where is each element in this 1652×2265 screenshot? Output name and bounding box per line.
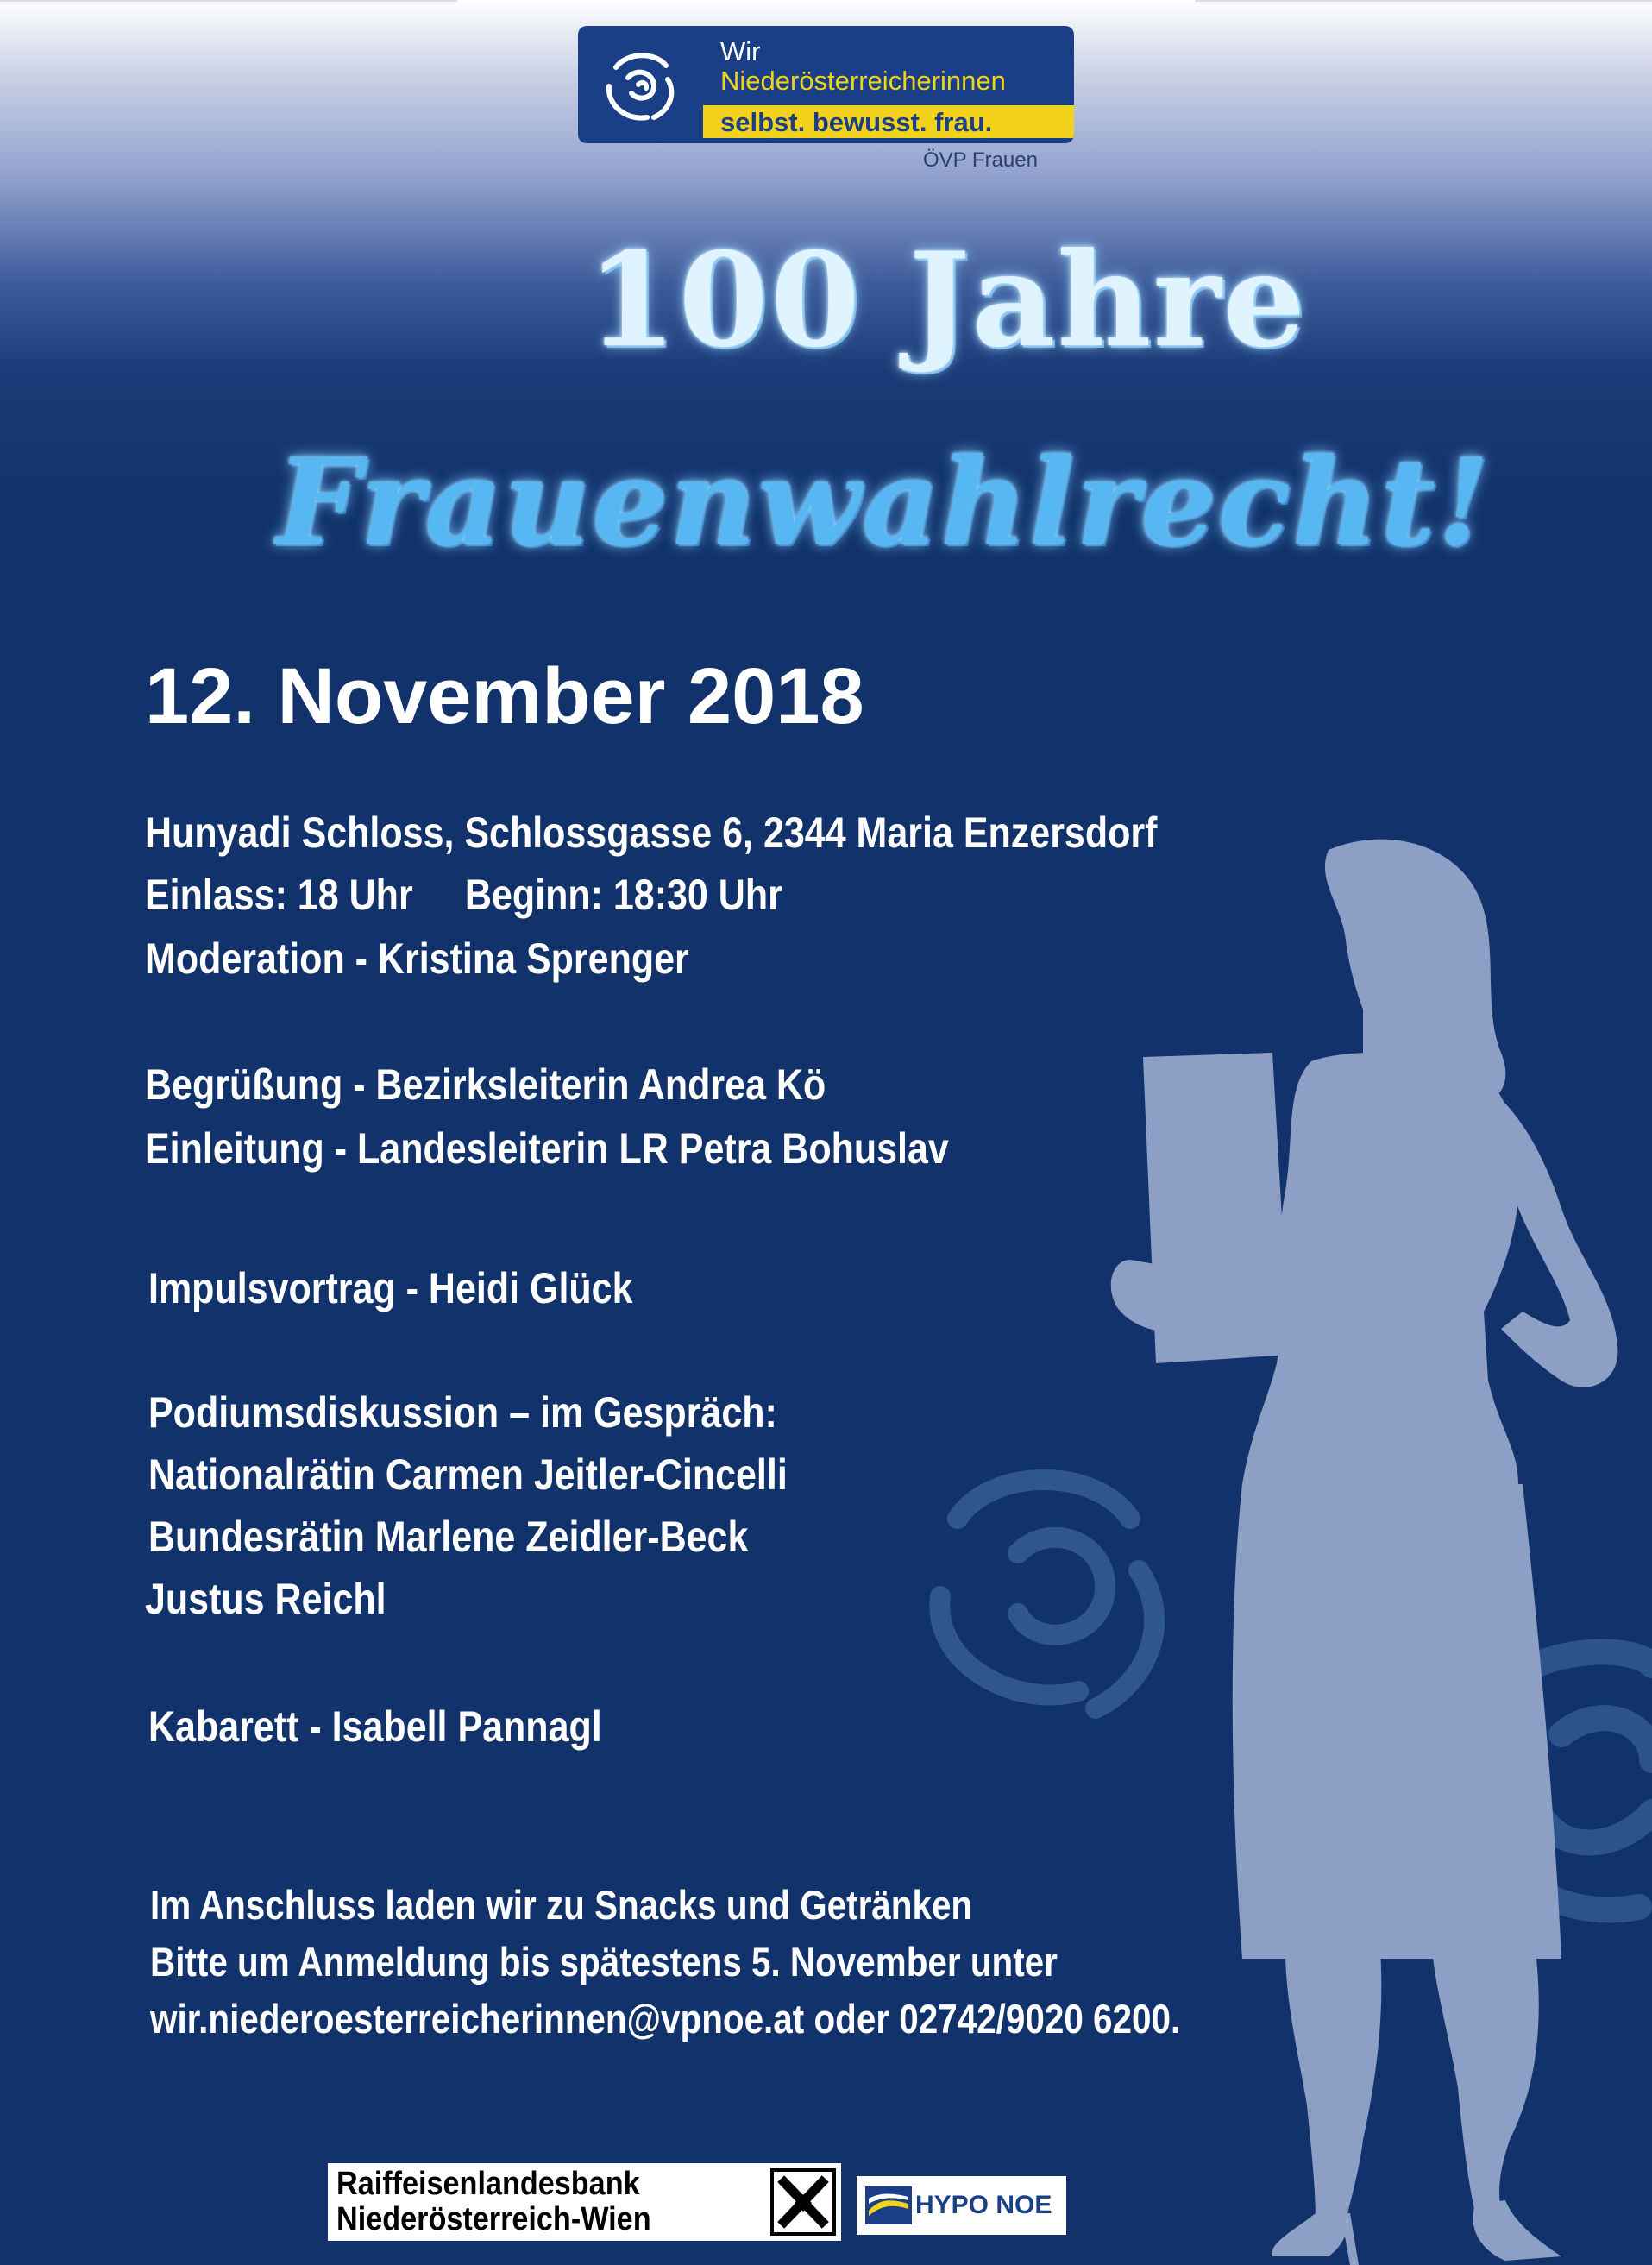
logo-niederoesterreicherinnen: Niederösterreicherinnen <box>720 66 1006 96</box>
top-border-left <box>0 0 457 2</box>
sponsor-hypo-name: HYPO NOE <box>915 2191 1052 2219</box>
sponsor-hypo-noe <box>857 2176 1066 2235</box>
logo-badge <box>578 26 1074 143</box>
event-times <box>145 870 782 920</box>
raiffeisen-gable-cross-icon <box>770 2168 836 2236</box>
event-moderation: Moderation - Kristina Sprenger <box>145 934 689 983</box>
closing-line-1: Im Anschluss laden wir zu Snacks und Getränken <box>150 1882 973 1928</box>
program-panelist: Nationalrätin Carmen Jeitler-Cincelli <box>148 1450 788 1499</box>
event-start: Beginn: 18:30 Uhr <box>464 871 782 919</box>
party-name: ÖVP Frauen <box>923 148 1038 172</box>
title-100-jahre: 100 Jahre <box>587 224 1308 376</box>
closing-line-2: Bitte um Anmeldung bis spätestens 5. November unter <box>150 1939 1058 1985</box>
event-venue: Hunyadi Schloss, Schlossgasse 6, 2344 Maria Enzersdorf <box>145 808 1158 857</box>
woman-silhouette-icon <box>880 828 1639 2265</box>
program-panelist: Justus Reichl <box>145 1575 386 1623</box>
program-introduction: Einleitung - Landesleiterin LR Petra Bohuslav <box>145 1124 949 1173</box>
sponsor-raiffeisen-name <box>336 2167 651 2237</box>
title-frauenwahlrecht: Frauenwahlrecht! <box>276 431 1492 572</box>
sponsor-raiffeisen-line-1: Raiffeisenlandesbank <box>336 2166 640 2202</box>
event-date: 12. November 2018 <box>145 652 864 740</box>
logo-wir: Wir <box>720 36 761 66</box>
sponsor-raiffeisen <box>328 2163 841 2241</box>
logo-slogan: selbst. bewusst. frau. <box>720 107 993 137</box>
program-greeting: Begrüßung - Bezirksleiterin Andrea Kö <box>145 1060 826 1109</box>
program-panelist: Bundesrätin Marlene Zeidler-Beck <box>148 1513 749 1561</box>
closing-line-3: wir.niederoesterreicherinnen@vpnoe.at oder 02742/9020 6200. <box>150 1996 1181 2042</box>
hypo-wave-icon <box>865 2186 912 2224</box>
event-entry: Einlass: 18 Uhr <box>145 871 413 919</box>
top-border-right <box>1195 0 1652 2</box>
sponsor-raiffeisen-line-2: Niederösterreich-Wien <box>336 2201 651 2237</box>
program-keynote: Impulsvortrag - Heidi Glück <box>148 1264 633 1312</box>
program-panel-heading: Podiumsdiskussion – im Gespräch: <box>148 1388 777 1437</box>
program-cabaret: Kabarett - Isabell Pannagl <box>148 1702 602 1751</box>
rose-logo-icon <box>597 41 683 128</box>
